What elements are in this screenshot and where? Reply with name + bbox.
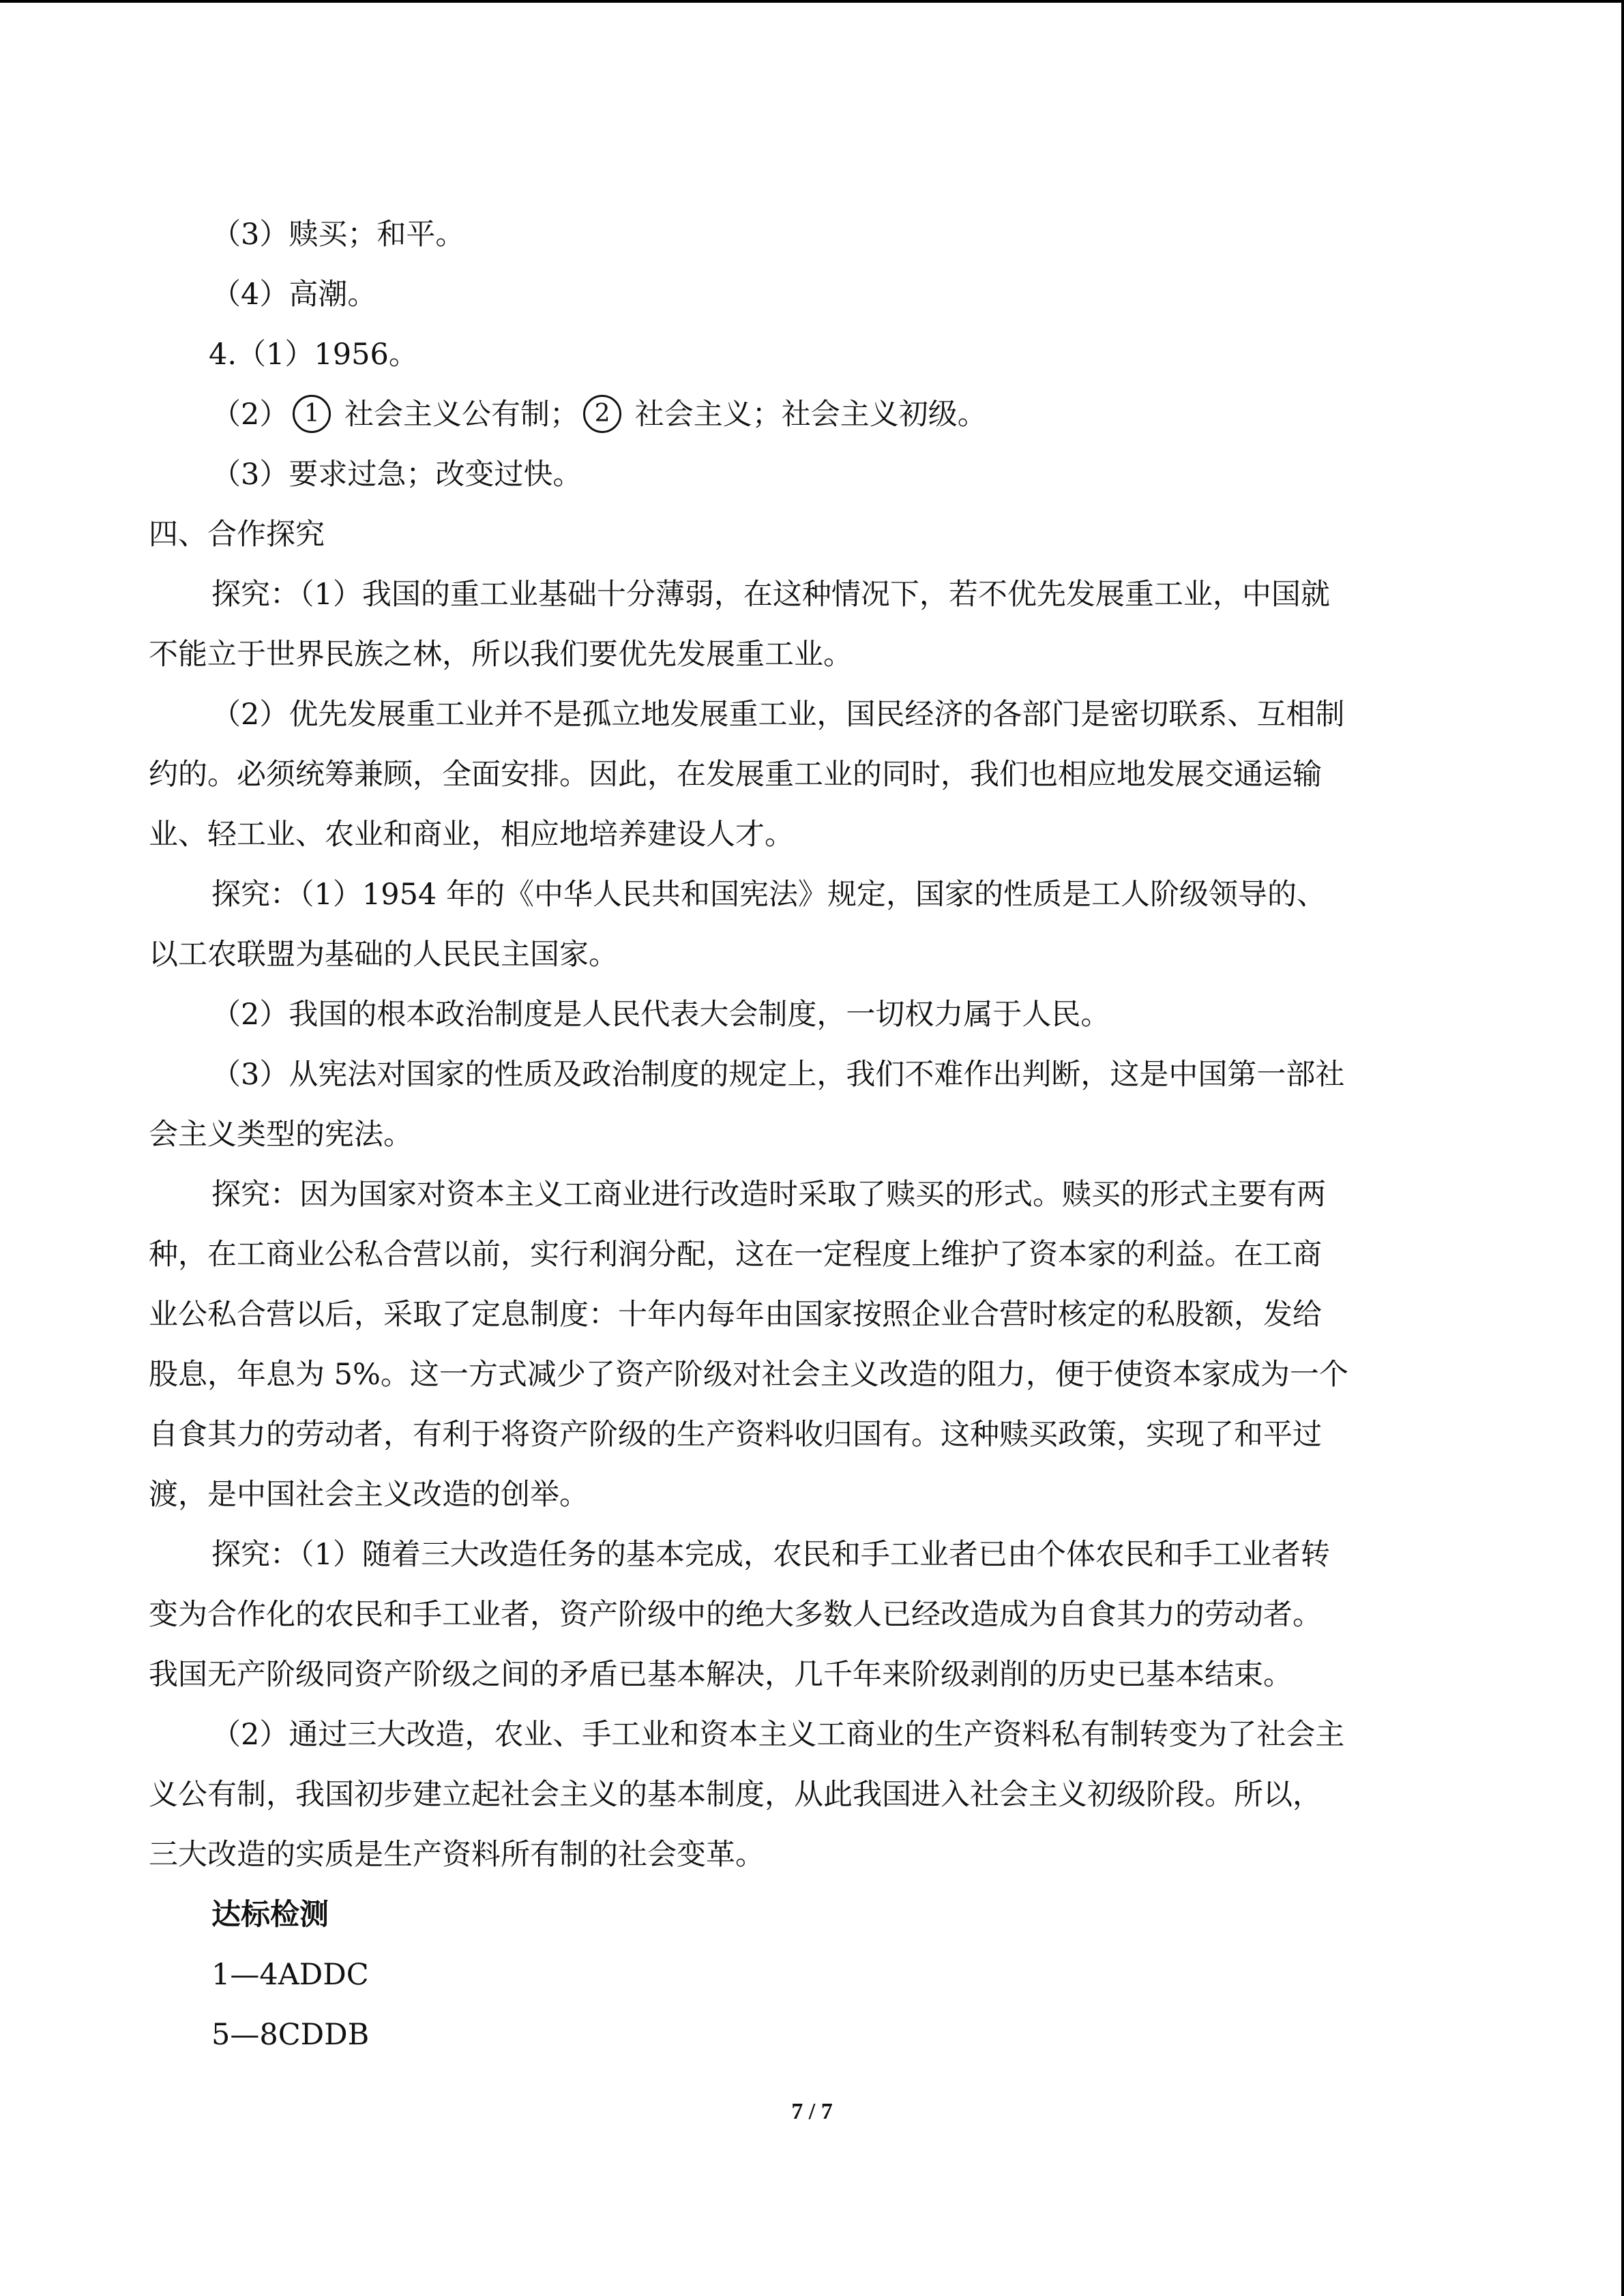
circled-number-1: 1 — [293, 395, 331, 433]
page-border-right — [1621, 0, 1624, 2296]
answer-item-4-3: （3）要求过急；改变过快。 — [211, 458, 582, 492]
circled-number-2: 2 — [583, 395, 621, 433]
paragraph-line: 义公有制，我国初步建立起社会主义的基本制度，从此我国进入社会主义初级阶段。所以， — [149, 1778, 1322, 1812]
paragraph-line: 业公私合营以后，采取了定息制度：十年内每年由国家按照企业合营时核定的私股额，发给 — [149, 1298, 1322, 1332]
paragraph-line: 探究：因为国家对资本主义工商业进行改造时采取了赎买的形式。赎买的形式主要有两 — [211, 1178, 1326, 1212]
paragraph-line: （3）从宪法对国家的性质及政治制度的规定上，我们不难作出判断，这是中国第一部社 — [211, 1058, 1345, 1092]
paragraph-line: 股息，年息为 5%。这一方式减少了资产阶级对社会主义改造的阻力，便于使资本家成为一个 — [149, 1358, 1348, 1392]
answer-item-4-2-part1: 社会主义公有制； — [335, 398, 580, 432]
paragraph-line: 约的。必须统筹兼顾，全面安排。因此，在发展重工业的同时，我们也相应地发展交通运输 — [149, 758, 1322, 792]
paragraph-line: 探究：（1）随着三大改造任务的基本完成，农民和手工业者已由个体农民和手工业者转 — [211, 1538, 1330, 1572]
paragraph-line: 以工农联盟为基础的人民民主国家。 — [149, 938, 618, 972]
paragraph-line: （2）我国的根本政治制度是人民代表大会制度，一切权力属于人民。 — [211, 998, 1110, 1032]
paragraph-line: 探究：（1）1954 年的《中华人民共和国宪法》规定，国家的性质是工人阶级领导的、 — [211, 878, 1326, 912]
section-heading-test: 达标检测 — [211, 1898, 329, 1932]
document-body — [149, 205, 1479, 2065]
page-number: 7 / 7 — [791, 2099, 833, 2124]
paragraph-line: 变为合作化的农民和手工业者，资产阶级中的绝大多数人已经改造成为自食其力的劳动者。 — [149, 1598, 1322, 1632]
answer-line-3: （3）赎买；和平。 — [211, 218, 465, 252]
paragraph-line: 自食其力的劳动者，有利于将资产阶级的生产资料收归国有。这种赎买政策，实现了和平过 — [149, 1418, 1322, 1452]
answer-item-4-2-prefix: （2） — [211, 398, 289, 432]
paragraph-line: 业、轻工业、农业和商业，相应地培养建设人才。 — [149, 818, 794, 852]
page-border-top — [0, 0, 1624, 3]
paragraph-line: （2）优先发展重工业并不是孤立地发展重工业，国民经济的各部门是密切联系、互相制 — [211, 698, 1345, 732]
paragraph-line: 不能立于世界民族之林，所以我们要优先发展重工业。 — [149, 638, 853, 672]
paragraph-line: （2）通过三大改造，农业、手工业和资本主义工商业的生产资料私有制转变为了社会主 — [211, 1718, 1345, 1752]
answer-item-4-2 — [149, 385, 1479, 445]
answer-line-4: （4）高潮。 — [211, 278, 377, 312]
paragraph-line: 三大改造的实质是生产资料所有制的社会变革。 — [149, 1838, 765, 1872]
paragraph-line: 探究：（1）我国的重工业基础十分薄弱，在这种情况下，若不优先发展重工业，中国就 — [211, 578, 1330, 612]
section-heading-four: 四、合作探究 — [149, 518, 325, 552]
paragraph-line: 种，在工商业公私合营以前，实行利润分配，这在一定程度上维护了资本家的利益。在工商 — [149, 1238, 1322, 1272]
answer-key-5-8: 5—8CDDB — [211, 2018, 370, 2052]
answer-item-4-2-part2: 社会主义；社会主义初级。 — [625, 398, 987, 432]
answer-key-1-4: 1—4ADDC — [211, 1958, 369, 1992]
paragraph-line: 会主义类型的宪法。 — [149, 1118, 413, 1152]
answer-item-4-1: 4.（1）1956。 — [209, 338, 418, 372]
paragraph-line: 我国无产阶级同资产阶级之间的矛盾已基本解决，几千年来阶级剥削的历史已基本结束。 — [149, 1658, 1293, 1692]
paragraph-line: 渡，是中国社会主义改造的创举。 — [149, 1478, 589, 1512]
